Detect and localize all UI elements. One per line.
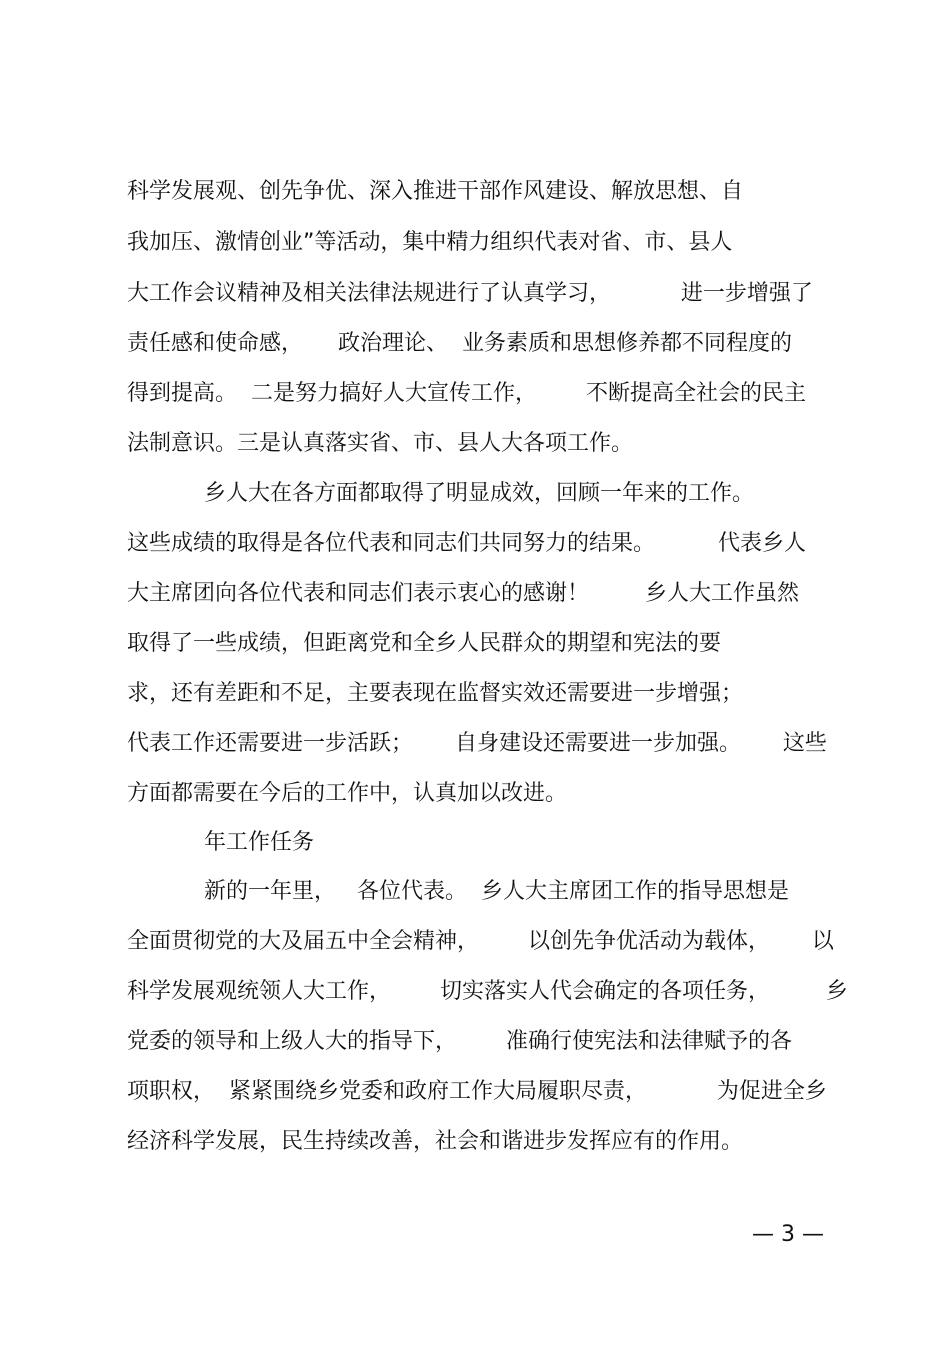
text-line: 科学发展观、创先争优、深入推进干部作风建设、解放思想、自: [127, 179, 744, 204]
text-line: 责任感和使命感， 政治理论、 业务素质和思想修养都不同程度的: [127, 331, 792, 356]
text-line: 我加压、激情创业”等活动，集中精力组织代表对省、市、县人: [127, 230, 733, 255]
text-line: 得到提高。 二是努力搞好人大宣传工作， 不断提高全社会的民主: [127, 381, 806, 406]
text-line: 这些成绩的取得是各位代表和同志们共同努力的结果。 代表乡人: [127, 531, 806, 556]
text-line: 代表工作还需要进一步活跃； 自身建设还需要进一步加强。 这些: [127, 731, 827, 756]
paragraph-first-line: 新的一年里， 各位代表。 乡人大主席团工作的指导思想是: [204, 879, 789, 904]
text-line: 科学发展观统领人大工作， 切实落实人代会确定的各项任务， 乡: [127, 979, 848, 1004]
text-line: 取得了一些成绩，但距离党和全乡人民群众的期望和宪法的要: [127, 631, 722, 656]
text-line: 全面贯彻党的大及届五中全会精神， 以创先争优活动为载体， 以: [127, 929, 834, 954]
paragraph-first-line: 乡人大在各方面都取得了明显成效，回顾一年来的工作。: [204, 481, 755, 506]
text-line: 方面都需要在今后的工作中，认真加以改进。: [127, 781, 568, 806]
section-heading: 年工作任务: [204, 830, 315, 855]
text-line: 党委的领导和上级人大的指导下， 准确行使宪法和法律赋予的各: [127, 1029, 792, 1054]
text-line: 经济科学发展，民生持续改善，社会和谐进步发挥应有的作用。: [127, 1129, 744, 1154]
text-line: 大主席团向各位代表和同志们表示衷心的感谢！ 乡人大工作虽然: [127, 581, 799, 606]
text-line: 项职权， 紧紧围绕乡党委和政府工作大局履职尽责， 为促进全乡: [127, 1079, 827, 1104]
text-line: 大工作会议精神及相关法律法规进行了认真学习， 进一步增强了: [127, 281, 813, 306]
page-number: — 3 —: [752, 1222, 824, 1247]
text-line: 法制意识。三是认真落实省、市、县人大各项工作。: [127, 431, 634, 456]
text-line: 求，还有差距和不足，主要表现在监督实效还需要进一步增强；: [127, 681, 744, 706]
